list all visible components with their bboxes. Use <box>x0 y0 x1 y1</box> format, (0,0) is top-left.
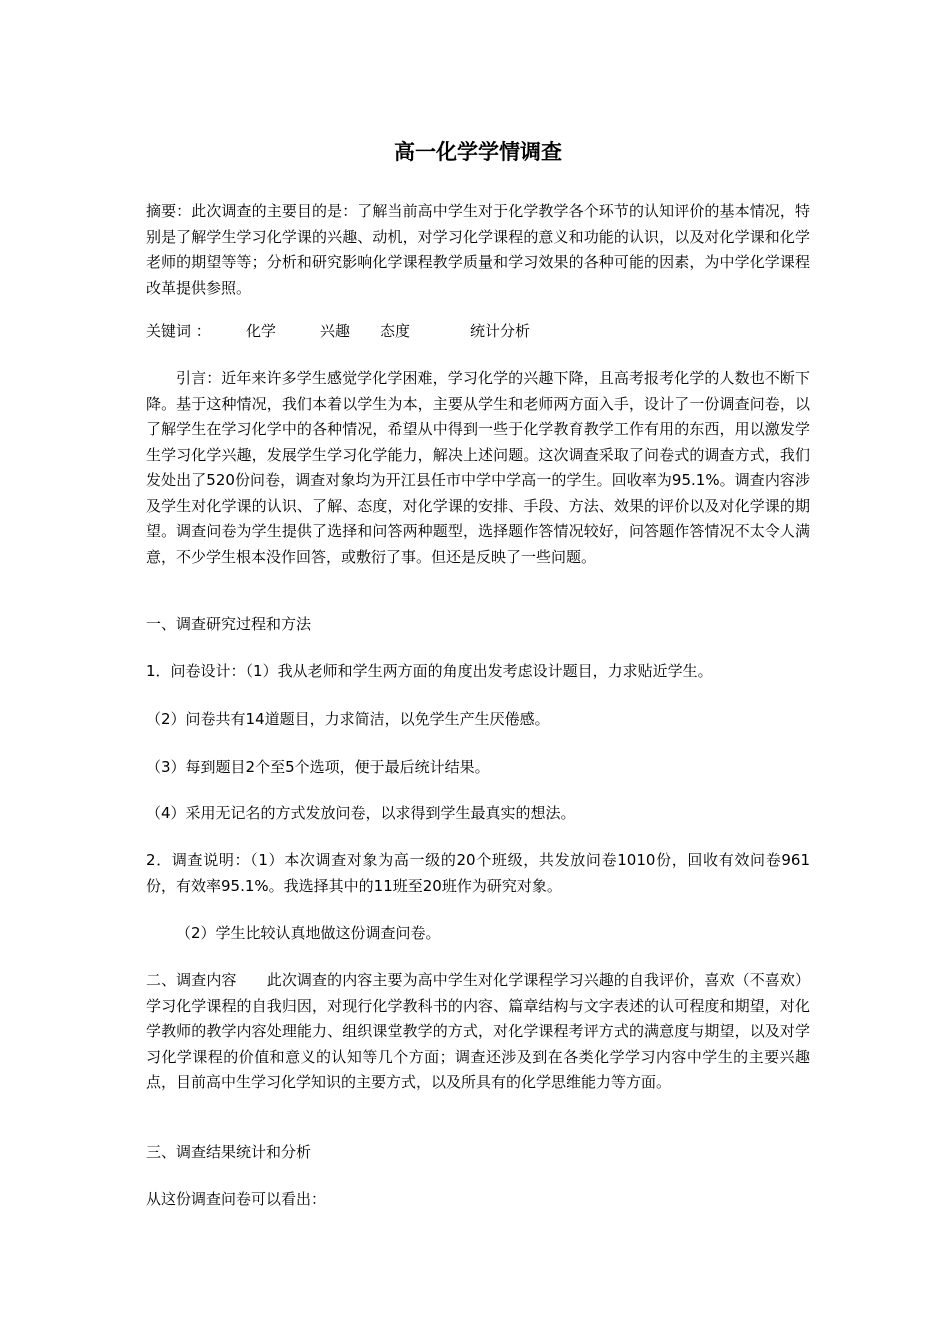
questionnaire-design-item-4: （4）采用无记名的方式发放问卷，以求得到学生最真实的想法。 <box>146 804 576 822</box>
introduction-paragraph: 引言：近年来许多学生感觉学化学困难，学习化学的兴趣下降，且高考报考化学的人数也不断下降。基于这种情况，我们本着以学生为本，主要从学生和老师两方面入手，设计了一份调查问卷，以了解学生在学习化学中的各种情况，希望从中得到一些于化学教育教学工作有用的东西，用以激发学生学习化学兴趣，发展学生学习化学能力，解决上述问题。这次调查采取了问卷式的调查方式，我们发处出了520份问卷，调查对象均为开江县任市中学中学高一的学生。回收率为95.1%。调查内容涉及学生对化学课的认识、了解、态度，对化学课的安排、手段、方法、效果的评价以及对化学课的期望。调查问卷为学生提供了选择和问答两种题型，选择题作答情况较好，问答题作答情况不太令人满意，不少学生根本没作回答，或敷衍了事。但还是反映了一些问题。 <box>146 369 810 566</box>
questionnaire-design-item-1: 1．问卷设计：（1）我从老师和学生两方面的角度出发考虑设计题目，力求贴近学生。 <box>146 662 713 680</box>
survey-notes-item-1: 2．调查说明：（1）本次调查对象为高一级的20个班级，共发放问卷1010份，回收有效问卷961份，有效率95.1%。我选择其中的11班至20班作为研究对象。 <box>146 851 810 895</box>
questionnaire-design-item-3: （3）每到题目2个至5个选项，便于最后统计结果。 <box>146 758 490 776</box>
keywords-line <box>146 319 810 345</box>
keyword-item: 化学 <box>246 322 277 340</box>
keyword-item: 态度 <box>380 322 411 340</box>
survey-notes-item-2: （2）学生比较认真地做这份调查问卷。 <box>176 924 441 942</box>
keywords-label: 关键词 ： <box>146 322 211 340</box>
keyword-item: 兴趣 <box>320 322 351 340</box>
section-heading-1: 一、调查研究过程和方法 <box>146 615 312 633</box>
document-title: 高一化学学情调查 <box>394 140 562 164</box>
questionnaire-design-item-2: （2）问卷共有14道题目，力求简洁，以免学生产生厌倦感。 <box>146 710 550 728</box>
abstract-paragraph: 摘要：此次调查的主要目的是：了解当前高中学生对于化学教学各个环节的认知评价的基本情况，特别是了解学生学习化学课的兴趣、动机，对学习化学课程的意义和功能的认识，以及对化学课和化学老师的期望等等；分析和研究影响化学课程教学质量和学习效果的各种可能的因素，为中学化学课程改革提供参照。 <box>146 202 810 297</box>
section-2-paragraph: 二、调查内容 此次调查的内容主要为高中学生对化学课程学习兴趣的自我评价，喜欢（不喜欢）学习化学课程的自我归因，对现行化学教科书的内容、篇章结构与文字表述的认可程度和期望，对化学教师的教学内容处理能力、组织课堂教学的方式，对化学课程考评方式的满意度与期望，以及对学习化学课程的价值和意义的认知等几个方面；调查还涉及到在各类化学学习内容中学生的主要兴趣点，目前高中生学习化学知识的主要方式，以及所具有的化学思维能力等方面。 <box>146 971 810 1091</box>
section-3-intro: 从这份调查问卷可以看出： <box>146 1190 327 1208</box>
section-heading-3: 三、调查结果统计和分析 <box>146 1143 312 1161</box>
keyword-item: 统计分析 <box>470 322 531 340</box>
